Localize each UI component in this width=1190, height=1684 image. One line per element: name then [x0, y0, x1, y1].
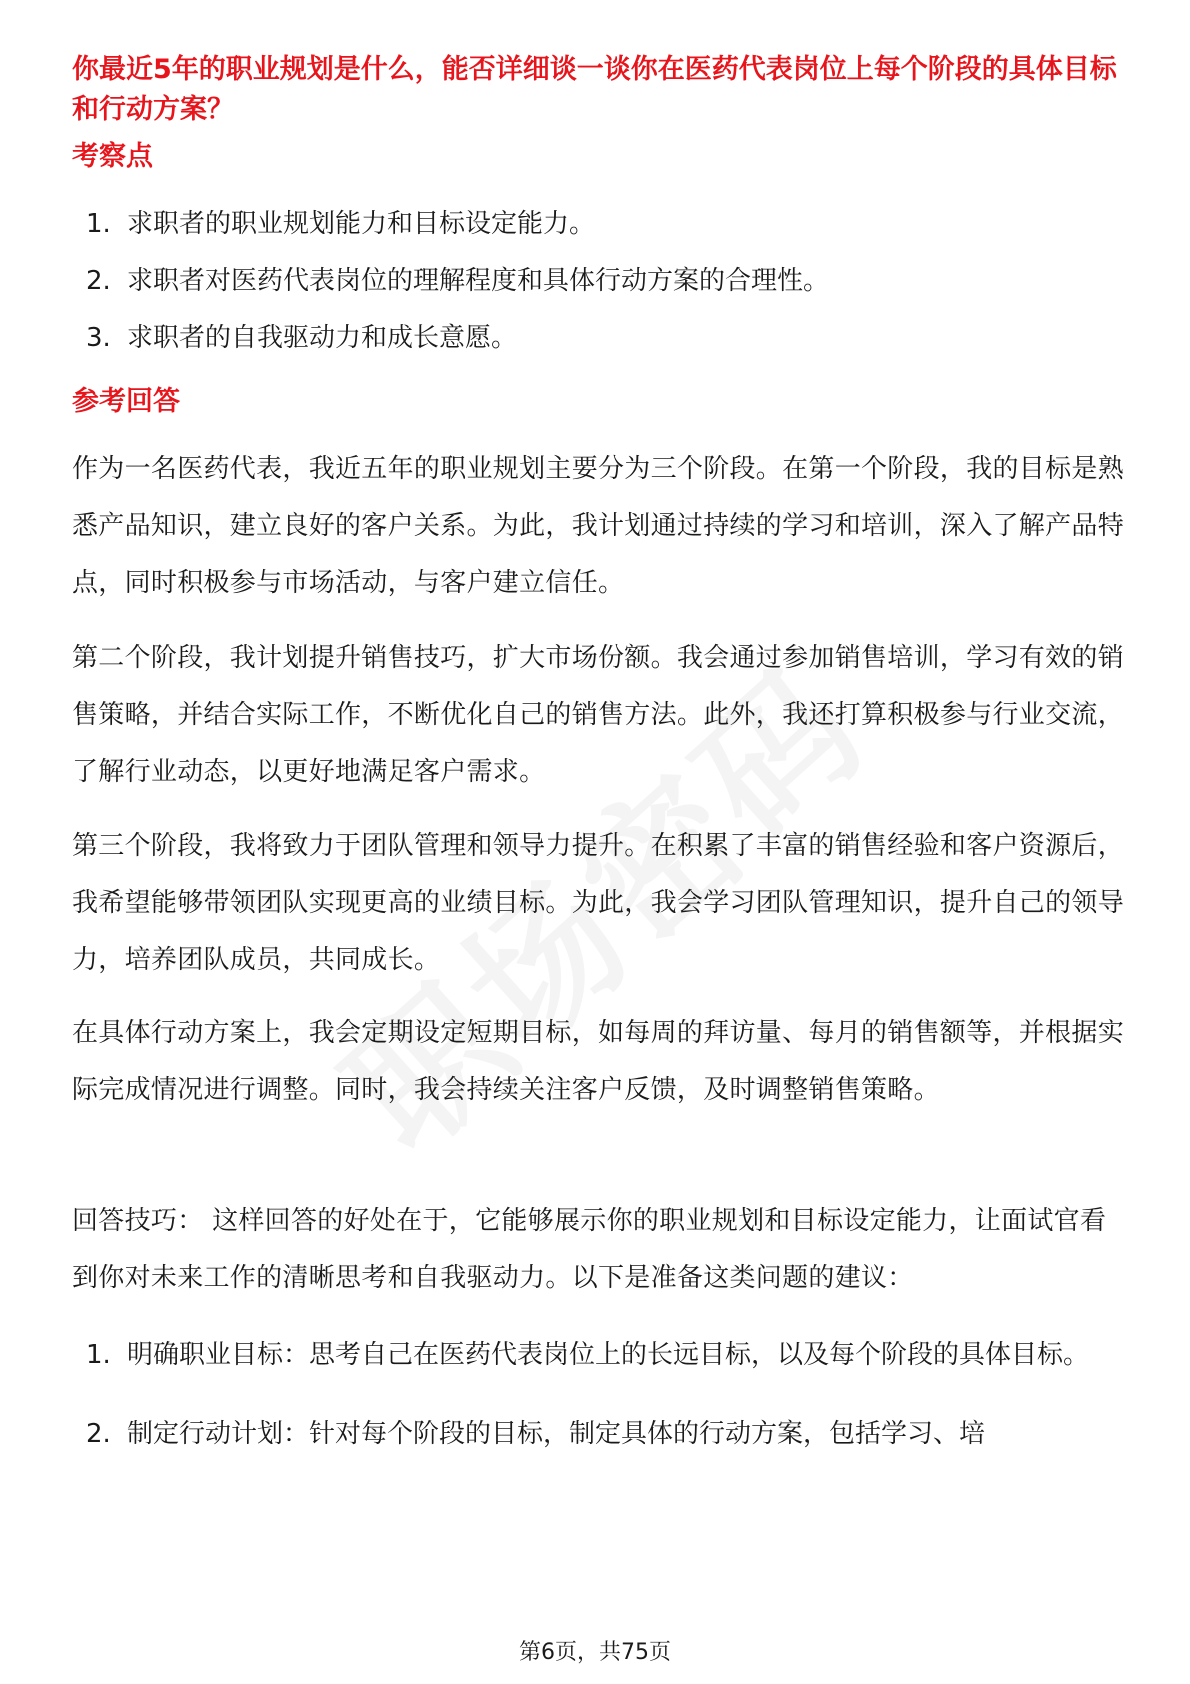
- list-text: 制定行动计划：针对每个阶段的目标，制定具体的行动方案，包括学习、培: [127, 1419, 986, 1449]
- list-number: 1.: [86, 1340, 111, 1370]
- list-item: [72, 310, 1122, 367]
- page-number: 第6页，共75页: [519, 1640, 671, 1665]
- list-text: 明确职业目标：思考自己在医药代表岗位上的长远目标，以及每个阶段的具体目标。: [127, 1340, 1090, 1370]
- list-number: 2.: [86, 266, 111, 296]
- answer-paragraph-3: 第三个阶段，我将致力于团队管理和领导力提升。在积累了丰富的销售经验和客户资源后，我希望能够带领团队实现更高的业绩目标。为此，我会学习团队管理知识，提升自己的领导力，培养团队成员，共同成长。: [72, 831, 1125, 975]
- examination-points-list: [72, 196, 1122, 367]
- list-item: [72, 196, 1122, 253]
- list-item: [72, 1406, 1122, 1463]
- list-text: 求职者的自我驱动力和成长意愿。: [127, 323, 518, 353]
- list-number: 1.: [86, 209, 111, 239]
- answer-paragraph-2: 第二个阶段，我计划提升销售技巧，扩大市场份额。我会通过参加销售培训，学习有效的销售策略，并结合实际工作，不断优化自己的销售方法。此外，我还打算积极参与行业交流，了解行业动态，以更好地满足客户需求。: [72, 643, 1125, 787]
- list-number: 3.: [86, 323, 111, 353]
- tips-list: [72, 1327, 1122, 1463]
- question-title: 你最近5年的职业规划是什么，能否详细谈一谈你在医药代表岗位上每个阶段的具体目标和行动方案？: [72, 54, 1117, 125]
- answer-paragraph-4: 在具体行动方案上，我会定期设定短期目标，如每周的拜访量、每月的销售额等，并根据实际完成情况进行调整。同时，我会持续关注客户反馈，及时调整销售策略。: [72, 1018, 1125, 1105]
- answer-paragraph-1: 作为一名医药代表，我近五年的职业规划主要分为三个阶段。在第一个阶段，我的目标是熟悉产品知识，建立良好的客户关系。为此，我计划通过持续的学习和培训，深入了解产品特点，同时积极参与市场活动，与客户建立信任。: [72, 454, 1125, 598]
- list-item: [72, 253, 1122, 310]
- heading-reference-answer: 参考回答: [72, 386, 180, 417]
- list-text: 求职者对医药代表岗位的理解程度和具体行动方案的合理性。: [127, 266, 830, 296]
- heading-examination-points: 考察点: [72, 141, 153, 172]
- list-number: 2.: [86, 1419, 111, 1449]
- list-text: 求职者的职业规划能力和目标设定能力。: [127, 209, 596, 239]
- answer-tips-paragraph: 回答技巧： 这样回答的好处在于，它能够展示你的职业规划和目标设定能力，让面试官看到你对未来工作的清晰思考和自我驱动力。以下是准备这类问题的建议：: [72, 1206, 1107, 1293]
- list-item: [72, 1327, 1122, 1384]
